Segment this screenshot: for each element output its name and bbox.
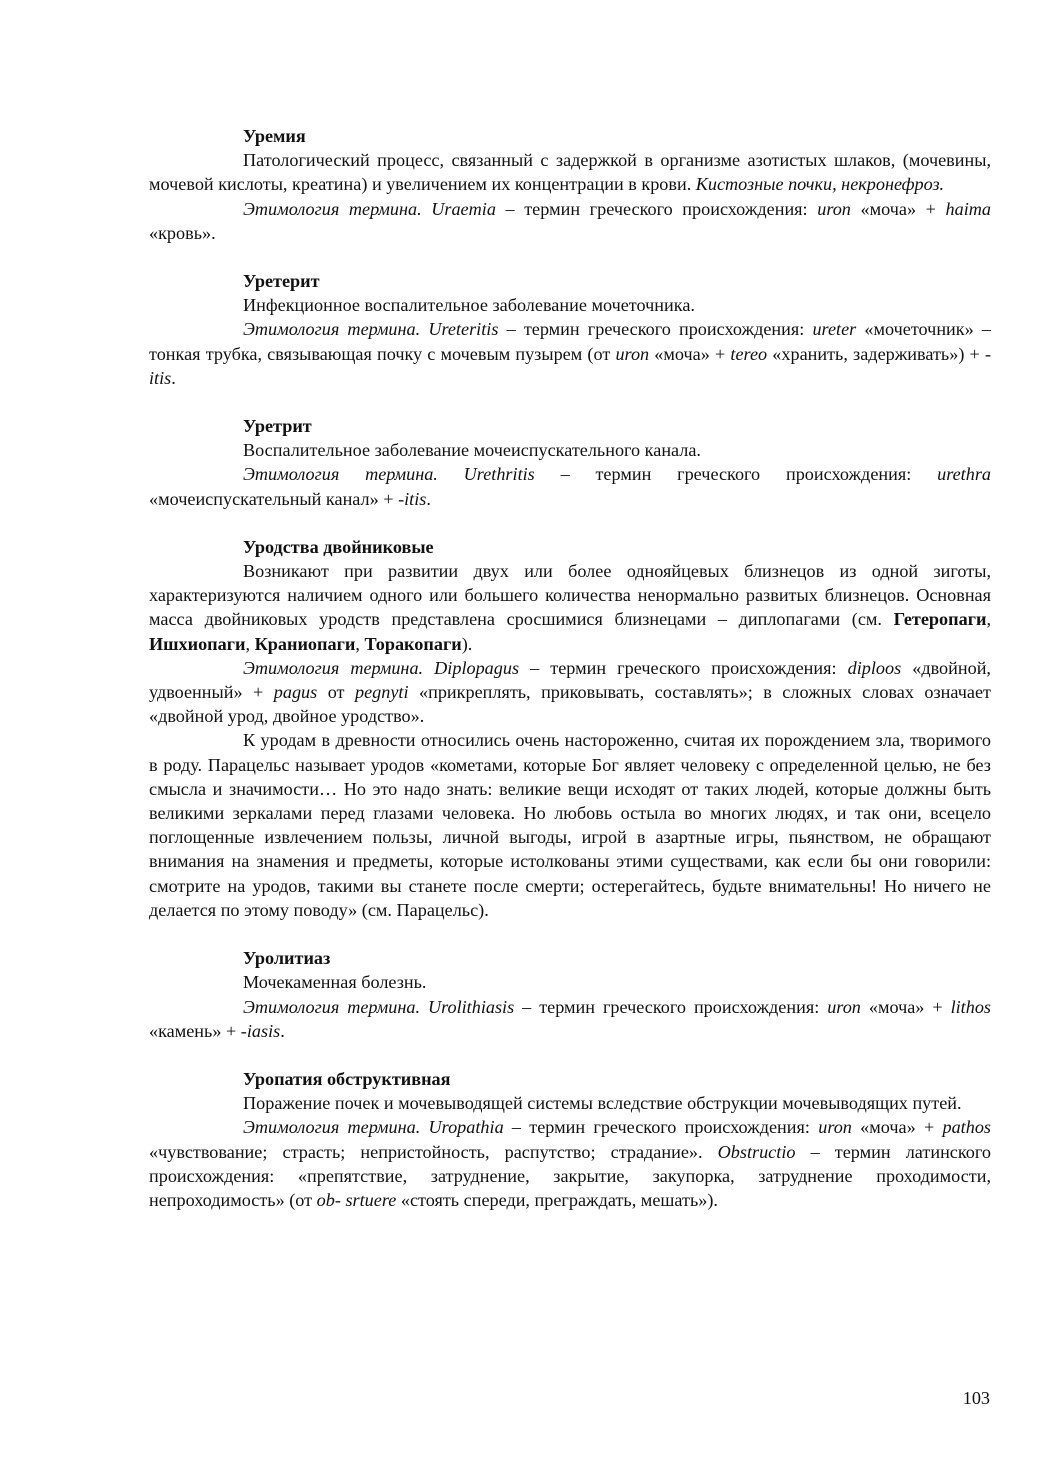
italic-term: -itis	[149, 343, 992, 388]
text-span: – термин греческого происхождения:	[534, 464, 938, 485]
entry-title: Уретерит	[243, 271, 320, 292]
text-span: «хранить, задерживать») +	[767, 343, 985, 364]
entry-urethritis	[149, 414, 991, 511]
entry-title: Уропатия обструктивная	[243, 1068, 451, 1089]
italic-term: urethra	[937, 464, 991, 485]
etymology-label: Этимология термина. Uraemia	[243, 198, 496, 219]
cross-reference: Краниопаги	[254, 633, 356, 654]
definition-paragraph: Воспалительное заболевание мочеиспускательного канала.	[243, 440, 701, 461]
text-span: .	[426, 488, 431, 509]
italic-term: diploos	[847, 657, 902, 678]
italic-term: ureter	[812, 319, 857, 340]
text-span: – термин греческого происхождения:	[503, 1117, 819, 1138]
entry-title: Уретрит	[243, 416, 312, 437]
entry-uremia	[149, 124, 991, 245]
text-span: – термин греческого происхождения:	[495, 198, 818, 219]
etymology-label: Этимология термина. Ureteritis	[243, 319, 499, 340]
entry-title: Уродства двойниковые	[243, 536, 434, 557]
italic-term: uron	[817, 198, 851, 219]
italic-term: uron	[818, 1117, 852, 1138]
definition-paragraph: Мочекаменная болезнь.	[243, 972, 427, 993]
text-span: Возникают при развитии двух или более однояйцевых близнецов из одной зиготы, характеризуются наличием одного или большего количества ненормально развитых близнецов. Основная масса двойниковых уродств представлена сросшимися близнецами – диплопагами (см.	[149, 561, 991, 630]
text-span: «прикреплять, приковывать, составлять»; в сложных словах означает «двойной урод, двойное уродство».	[149, 682, 991, 727]
text-span: от	[317, 682, 355, 703]
italic-term: pegnyti	[354, 682, 409, 703]
text-span: – термин греческого происхождения:	[514, 996, 828, 1017]
etymology-label: Этимология термина. Urolithiasis	[243, 996, 515, 1017]
entry-ureteritis	[149, 269, 991, 390]
italic-term: uron	[615, 343, 650, 364]
entry-obstructive-uropathy	[149, 1067, 991, 1212]
text-span: – термин греческого происхождения:	[519, 657, 848, 678]
history-paragraph: К уродам в древности относились очень настороженно, считая их порождением зла, творимого в роду. Парацельс называет уродов «кометами, которые Бог являет человеку с определенной целью, не без смысла и значимости… Но это надо знать: великие вещи исходят от таких людей, которые должны быть великими зеркалами перед глазами человека. Но любовь остыла во многих людях, и так они, всецело поглощенные извлечением пользы, личной выгоды, игрой в азартные игры, пьянством, не обращают внимания на знамения и предметы, которые истолкованы этими существами, как если бы они говорили: смотрите на уродов, такими вы станете после смерти; остерегайтесь, будьте внимательны! Но ничего не делается по этому поводу» (см. Парацельс).	[149, 730, 991, 920]
text-span: – термин греческого происхождения:	[498, 319, 813, 340]
text-span: .	[280, 1020, 285, 1041]
etymology-paragraph	[149, 1115, 991, 1212]
entry-twin-malformations	[149, 535, 991, 922]
text-span: ).	[461, 633, 473, 654]
etymology-paragraph	[149, 656, 991, 729]
text-span: «стоять спереди, преграждать, мешать»).	[396, 1189, 718, 1210]
text-span: – термин латинского происхождения: «препятствие, затруднение, закрытие, закупорка, затруднение проходимости, непроходимость» (от	[149, 1141, 991, 1210]
italic-term: lithos	[950, 996, 991, 1017]
etymology-paragraph	[149, 995, 991, 1043]
text-span: «моча» +	[649, 343, 731, 364]
italic-term: Obstructio	[717, 1141, 796, 1162]
etymology-paragraph	[149, 197, 991, 245]
text-span: «моча» +	[851, 1117, 943, 1138]
italic-term: tereo	[730, 343, 768, 364]
definition-paragraph	[149, 148, 991, 196]
italic-term: pagus	[273, 682, 318, 703]
entry-urolithiasis	[149, 946, 991, 1043]
italic-term: -itis	[398, 488, 427, 509]
italic-term: -iasis	[240, 1020, 281, 1041]
definition-paragraph: Поражение почек и мочевыводящей системы вследствие обструкции мочевыводящих путей.	[243, 1093, 962, 1114]
text-span: «чувствование; страсть; непристойность, распутство; страдание».	[149, 1141, 718, 1162]
page-number: 103	[962, 1388, 990, 1408]
italic-term: haima	[945, 198, 991, 219]
italic-term: uron	[827, 996, 861, 1017]
italic-text: Кистозные почки, некронефроз.	[695, 174, 945, 195]
text-span: «моча» +	[850, 198, 946, 219]
cross-reference: Торакопаги	[364, 633, 462, 654]
text-span: ,	[986, 609, 991, 630]
text-span: «мочеточник» – тонкая трубка, связывающая почку с мочевым пузырем (от	[149, 319, 991, 364]
etymology-paragraph	[149, 462, 991, 510]
text-span: «двойной, удвоенный» +	[149, 657, 991, 703]
definition-paragraph	[149, 559, 991, 656]
italic-term: ob- srtuere	[316, 1189, 397, 1210]
entry-title: Уролитиаз	[243, 948, 331, 969]
text-span: «мочеиспускательный канал» +	[149, 488, 399, 509]
italic-term: pathos	[942, 1117, 991, 1138]
etymology-paragraph	[149, 317, 991, 390]
text-span: ,	[355, 633, 365, 654]
cross-reference: Гетеропаги	[893, 609, 987, 630]
text-span: «моча» +	[860, 996, 951, 1017]
etymology-label: Этимология термина. Urethritis	[243, 464, 535, 485]
page-body	[149, 124, 991, 1236]
cross-reference: Ишхиопаги	[149, 633, 246, 654]
text-span: «кровь».	[149, 222, 216, 243]
text-span: Патологический процесс, связанный с задержкой в организме азотистых шлаков, (мочевины, мочевой кислоты, креатина) и увеличением их концентрации в крови.	[149, 150, 991, 195]
etymology-label: Этимология термина. Uropathia	[243, 1117, 504, 1138]
text-span: ,	[245, 633, 255, 654]
text-span: «камень» +	[149, 1020, 241, 1041]
definition-paragraph: Инфекционное воспалительное заболевание мочеточника.	[243, 295, 695, 316]
etymology-label: Этимология термина. Diplopagus	[243, 657, 520, 678]
entry-title: Уремия	[243, 126, 306, 146]
text-span: .	[171, 367, 176, 388]
